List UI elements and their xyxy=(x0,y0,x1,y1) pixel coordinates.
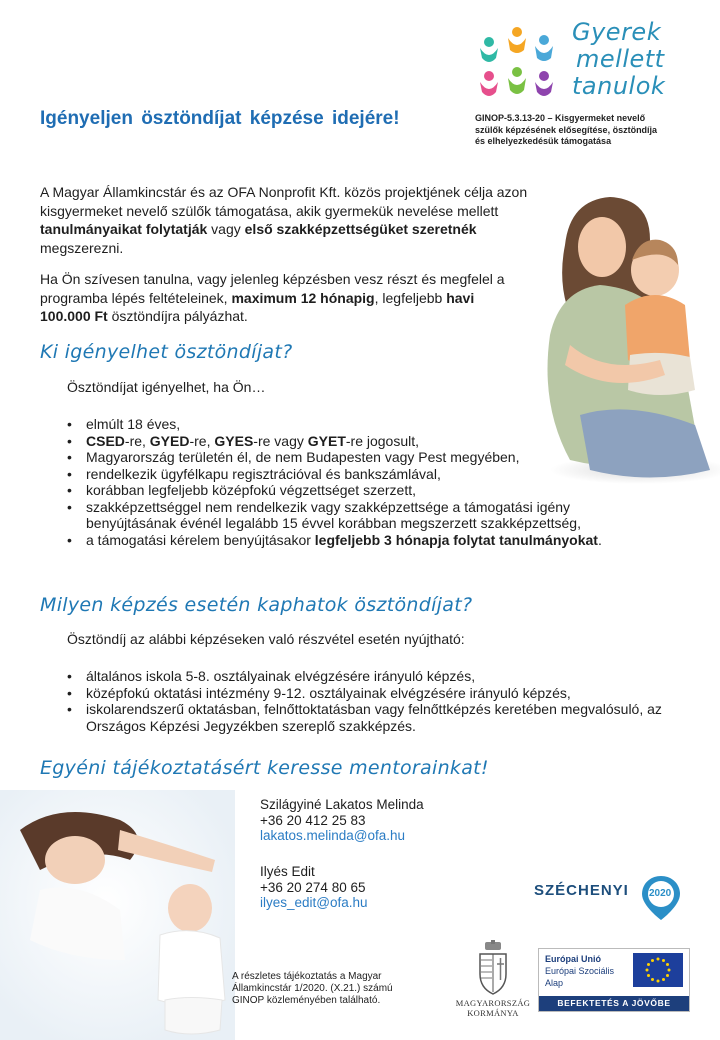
szechenyi-text: SZÉCHENYI xyxy=(534,882,629,899)
list-item: • rendelkezik ügyfélkapu regisztrációval és bankszámlával, xyxy=(66,466,676,483)
training-lead: Ösztöndíj az alábbi képzéseken való részvétel esetén nyújtható: xyxy=(67,631,465,647)
list-item: • iskolarendszerű oktatásban, felnőttoktatásban vagy felnőttképzés keretében megvalósuló, az Országos Képzési Jegyzékben szereplő szakképzés. xyxy=(66,701,696,734)
intro-text: A Magyar Államkincstár és az OFA Nonprofit Kft. közös projektjének célja azon kisgyermeket nevelő szülők támogatása, akik gyermekük nevelése mellett xyxy=(40,184,528,219)
eligibility-list xyxy=(66,416,676,548)
footer-note: A részletes tájékoztatás a Magyar Államkincstár 1/2020. (X.21.) számú GINOP közleményében található. xyxy=(232,971,393,1006)
list-item: • Magyarország területén él, de nem Budapesten vagy Pest megyében, xyxy=(66,449,676,466)
page-headline: Igényeljen ösztöndíjat képzése idejére! xyxy=(40,108,400,129)
eligibility-lead: Ösztöndíjat igényelhet, ha Ön… xyxy=(67,379,266,395)
mother-baby-photo xyxy=(0,790,235,1040)
training-list xyxy=(66,668,686,734)
list-item: • elmúlt 18 éves, xyxy=(66,416,676,433)
mentor-name: Szilágyiné Lakatos Melinda xyxy=(260,797,424,812)
program-logo xyxy=(474,14,674,104)
list-item: • CSED-re, GYED-re, GYES-re vagy GYET-re jogosult, xyxy=(66,433,676,450)
intro-text: Ha Ön szívesen tanulna, vagy jelenleg képzésben vesz részt és megfelel a programba lépés feltételeinek, xyxy=(40,271,505,306)
mentor-contact-1 xyxy=(260,797,424,844)
hungarian-government-logo xyxy=(448,940,538,1035)
mentor-email-link[interactable]: ilyes_edit@ofa.hu xyxy=(260,895,368,910)
logo-line-3: tanulok xyxy=(572,72,666,100)
mentor-contact-2 xyxy=(260,864,368,911)
intro-paragraph-1 xyxy=(40,183,540,257)
intro-text: vagy xyxy=(207,221,245,237)
eu-line-1: Európai Unió xyxy=(545,954,601,964)
ginop-line-1: GINOP-5.3.13-20 – Kisgyermeket nevelő xyxy=(475,113,646,123)
intro-text: , legfeljebb xyxy=(374,289,447,306)
list-item: • korábban legfeljebb középfokú végzettséget szerzett, xyxy=(66,482,676,499)
intro-bold-amount: havi 100.000 Ft xyxy=(40,289,475,324)
mentor-name: Ilyés Edit xyxy=(260,864,315,879)
szechenyi-2020-logo xyxy=(534,874,704,924)
logo-line-2: mellett xyxy=(576,45,665,73)
ginop-caption xyxy=(475,113,715,148)
gov-line-2: KORMÁNYA xyxy=(467,1008,519,1018)
intro-bold-duration: maximum 12 hónapig xyxy=(231,289,375,306)
list-item: • szakképzettséggel nem rendelkezik vagy szakképzettsége a támogatási igény benyújtásának événél legalább 15 évvel korábban megszerzett szakképzettség, xyxy=(66,499,661,532)
eu-line-3: Alap xyxy=(545,978,564,988)
ginop-line-3: és elhelyezkedésük támogatása xyxy=(475,136,612,146)
intro-bold-studies: tanulmányaikat folytatják xyxy=(40,221,208,237)
intro-paragraph-2 xyxy=(40,270,510,326)
eu-flag-icon xyxy=(633,953,683,987)
section-title-training: Milyen képzés esetén kaphatok ösztöndíjat? xyxy=(40,594,473,616)
ginop-line-2: szülők képzésének elősegítése, ösztöndíja xyxy=(475,124,658,135)
section-title-mentors: Egyéni tájékoztatásért keresse mentorainkat! xyxy=(40,757,489,779)
list-item: • a támogatási kérelem benyújtásakor legfeljebb 3 hónapja folytat tanulmányokat. xyxy=(66,532,676,549)
logo-line-1: Gyerek xyxy=(572,18,662,46)
coat-of-arms-icon xyxy=(476,940,510,996)
list-item: • középfokú oktatási intézmény 9-12. osztályainak elvégzésére irányuló képzés, xyxy=(66,685,686,702)
eu-banner: BEFEKTETÉS A JÖVŐBE xyxy=(539,996,689,1011)
list-item: • általános iskola 5-8. osztályainak elvégzésére irányuló képzés, xyxy=(66,668,686,685)
szechenyi-year: 2020 xyxy=(649,888,672,899)
gov-line-1: MAGYARORSZÁG xyxy=(455,998,531,1008)
eu-line-2: Európai Szociális xyxy=(545,966,615,976)
mentor-email-link[interactable]: lakatos.melinda@ofa.hu xyxy=(260,828,406,843)
intro-bold-qualification: első szakképzettségüket szeretnék xyxy=(244,221,477,237)
section-title-eligibility: Ki igényelhet ösztöndíjat? xyxy=(40,341,293,363)
mentor-phone[interactable]: +36 20 412 25 83 xyxy=(260,812,366,828)
children-logo-icon xyxy=(474,18,560,104)
intro-text: megszerezni. xyxy=(40,239,124,256)
mentor-phone[interactable]: +36 20 274 80 65 xyxy=(260,879,366,895)
intro-text: ösztöndíjra pályázhat. xyxy=(107,308,248,324)
eu-logo-block xyxy=(538,948,690,1012)
